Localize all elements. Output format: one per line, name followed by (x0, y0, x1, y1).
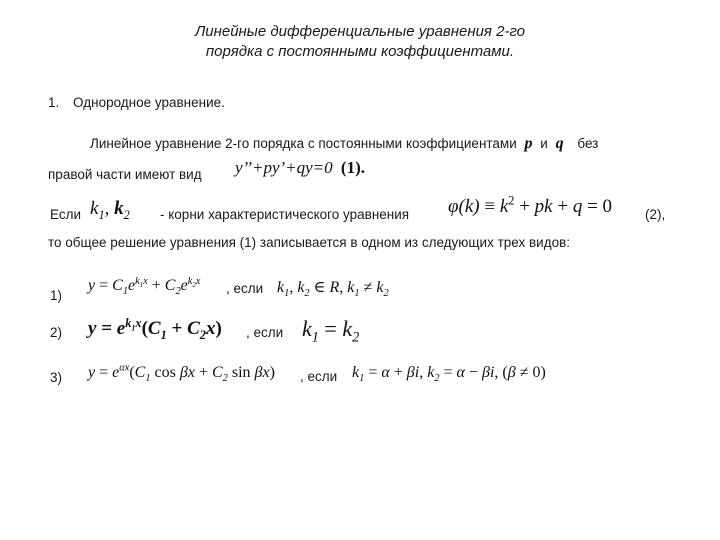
intro-text-a: Линейное уравнение 2-го порядка с постоянными коэффициентами (90, 136, 517, 151)
case-1-number: 1) (50, 288, 63, 303)
intro-text-b: правой части имеют вид (48, 167, 202, 182)
case-2-formula: $y = e^{k_1x}(C_1 + C_2x)$ (88, 315, 222, 342)
roots-description: - корни характеристического уравнения (160, 207, 410, 222)
section-number: 1. (48, 95, 60, 110)
page-title-line-1: Линейные дифференциальные уравнения 2-го (194, 23, 526, 40)
main-equation (235, 158, 365, 178)
main-equation-body: y’’+py’+qy=0 (235, 158, 333, 177)
section-heading-text: Однородное уравнение. (73, 95, 225, 110)
main-equation-number: (1). (340, 158, 365, 177)
case-3-number: 3) (50, 370, 63, 385)
general-solution-text: то общее решение уравнения (1) записывается в одном из следующих трех видов: (48, 235, 571, 250)
case-2-if: , если (246, 325, 284, 340)
case-1-formula: $y = C_1e^{k_1x} + C_2e^{k_2x}$ (88, 275, 201, 298)
section-heading (48, 95, 225, 110)
page-title-line-2: порядка с постоянными коэффициентами. (205, 43, 515, 60)
characteristic-equation: $\varphi(k) \equiv k^2$ + pk + q = 0 (448, 193, 613, 217)
case-1-if: , если (226, 281, 264, 296)
case-2-condition: $k_1 = k_2$ (302, 316, 360, 346)
case-2-number: 2) (50, 325, 63, 340)
case-3-formula: $y = e^{\alpha x}(C_1$ $\cos \beta x + C_2$ sin βx) (88, 362, 275, 385)
characteristic-equation-number: (2), (645, 207, 666, 222)
symbol-p: p (524, 135, 533, 152)
case-3-condition: $k_1 = \alpha + \beta i$, $k_2 = \alpha - \beta i$, (β ≠ 0) (352, 364, 546, 385)
if-word: Если (50, 207, 82, 222)
roots-formula: $k_1$, $k_2$ (90, 198, 130, 222)
intro-and: и (540, 136, 548, 151)
case-1-condition: $k_1$, $k_2$ ∈ R, $k_1 \ne k_2$ (277, 279, 389, 300)
symbol-q: q (555, 135, 564, 152)
intro-line-1 (90, 135, 598, 153)
intro-without: без (577, 136, 599, 151)
case-3-if: , если (300, 369, 338, 384)
